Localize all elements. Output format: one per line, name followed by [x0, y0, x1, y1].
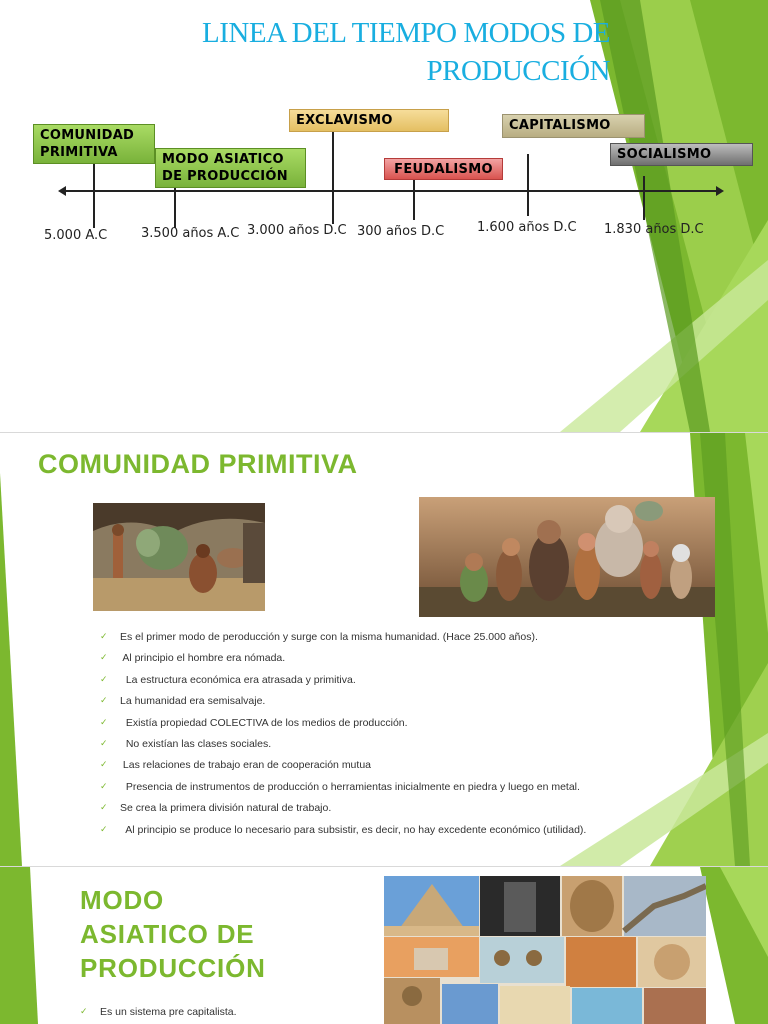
list-item [80, 1005, 237, 1024]
arrow-right-icon [716, 186, 724, 196]
list-item-text: La estructura económica era atrasada y primitiva. [120, 673, 356, 686]
box-comunidad-primitiva [33, 124, 155, 164]
cavemen-family-image [419, 497, 715, 617]
slide-timeline [0, 0, 768, 432]
arrow-left-icon [58, 186, 66, 196]
list-item [100, 758, 586, 779]
box-modo-asiatico [155, 148, 306, 188]
check-icon: ✓ [100, 803, 108, 814]
list-item-text: Presencia de instrumentos de producción o herramientas inicialmente en piedra y luego en metal. [120, 780, 580, 793]
list-item-text: Al principio se produce lo necesario para subsistir, es decir, no hay excedente económico (utilidad). [120, 823, 587, 836]
check-icon: ✓ [100, 632, 108, 642]
list-item [100, 694, 586, 715]
title-line-3: PRODUCCIÓN [80, 953, 266, 983]
list-item-text: Es un sistema pre capitalista. [100, 1006, 237, 1018]
tick-capitalismo [527, 154, 529, 216]
list-item-text: Se crea la primera división natural de trabajo. [120, 802, 332, 815]
check-icon: ✓ [100, 696, 108, 707]
box-socialismo: SOCIALISMO [610, 143, 753, 166]
title-line-2: ASIATICO DE [80, 919, 255, 949]
slide-modo-asiatico [0, 867, 768, 1024]
date-label: 5.000 A.C [44, 228, 108, 243]
tick-exclavismo [332, 132, 334, 224]
bullet-list [80, 1005, 237, 1024]
slide-comunidad-primitiva [0, 433, 768, 866]
box-exclavismo: EXCLAVISMO [289, 109, 449, 132]
check-icon: ✓ [100, 717, 108, 728]
box-text: MODO ASIATICO [162, 152, 284, 167]
tick-socialismo [643, 176, 645, 220]
date-label: 3.500 años A.C [141, 226, 240, 241]
date-label: 3.000 años D.C [247, 223, 347, 238]
box-text: PRIMITIVA [40, 145, 118, 160]
list-item [100, 737, 586, 758]
bullet-list [100, 630, 586, 844]
section-title [80, 883, 266, 985]
list-item-text: No existían las clases sociales. [120, 737, 272, 750]
check-icon: ✓ [100, 760, 108, 771]
tick-asiatico [174, 188, 176, 228]
check-icon: ✓ [100, 781, 108, 792]
section-title: COMUNIDAD PRIMITIVA [38, 449, 358, 479]
list-item [100, 780, 586, 801]
list-item [100, 716, 586, 737]
tick-comunidad [93, 164, 95, 228]
list-item-text: Es el primer modo de peroducción y surge con la misma humanidad. (Hace 25.000 años). [120, 631, 538, 643]
check-icon: ✓ [100, 674, 108, 685]
list-item [100, 673, 586, 694]
date-label: 1.830 años D.C [604, 222, 704, 237]
list-item [100, 823, 586, 844]
list-item-text: Existía propiedad COLECTIVA de los medios de producción. [120, 716, 408, 729]
check-icon: ✓ [100, 738, 108, 749]
check-icon: ✓ [100, 824, 108, 835]
box-text: DE PRODUCCIÓN [162, 169, 288, 184]
timeline-axis [64, 190, 716, 192]
check-icon: ✓ [80, 1007, 88, 1017]
tick-feudalismo [413, 180, 415, 220]
title-line-2: PRODUCCIÓN [426, 55, 610, 87]
list-item-text: La humanidad era semisalvaje. [120, 695, 266, 708]
title-line-1: MODO [80, 885, 165, 915]
box-feudalismo: FEUDALISMO [384, 158, 503, 180]
title-line-1: LINEA DEL TIEMPO MODOS DE [202, 17, 610, 49]
list-item-text: Las relaciones de trabajo eran de cooperación mutua [120, 759, 371, 772]
list-item [100, 630, 586, 651]
ancient-civilizations-collage [384, 876, 706, 1024]
box-capitalismo: CAPITALISMO [502, 114, 645, 138]
list-item [100, 651, 586, 672]
box-text: COMUNIDAD [40, 128, 135, 143]
timeline-title [140, 14, 610, 90]
list-item [100, 801, 586, 822]
list-item-text: Al principio el hombre era nómada. [120, 652, 286, 665]
date-label: 300 años D.C [357, 224, 445, 239]
check-icon: ✓ [100, 653, 108, 664]
date-label: 1.600 años D.C [477, 220, 577, 235]
cave-people-image [93, 503, 265, 611]
